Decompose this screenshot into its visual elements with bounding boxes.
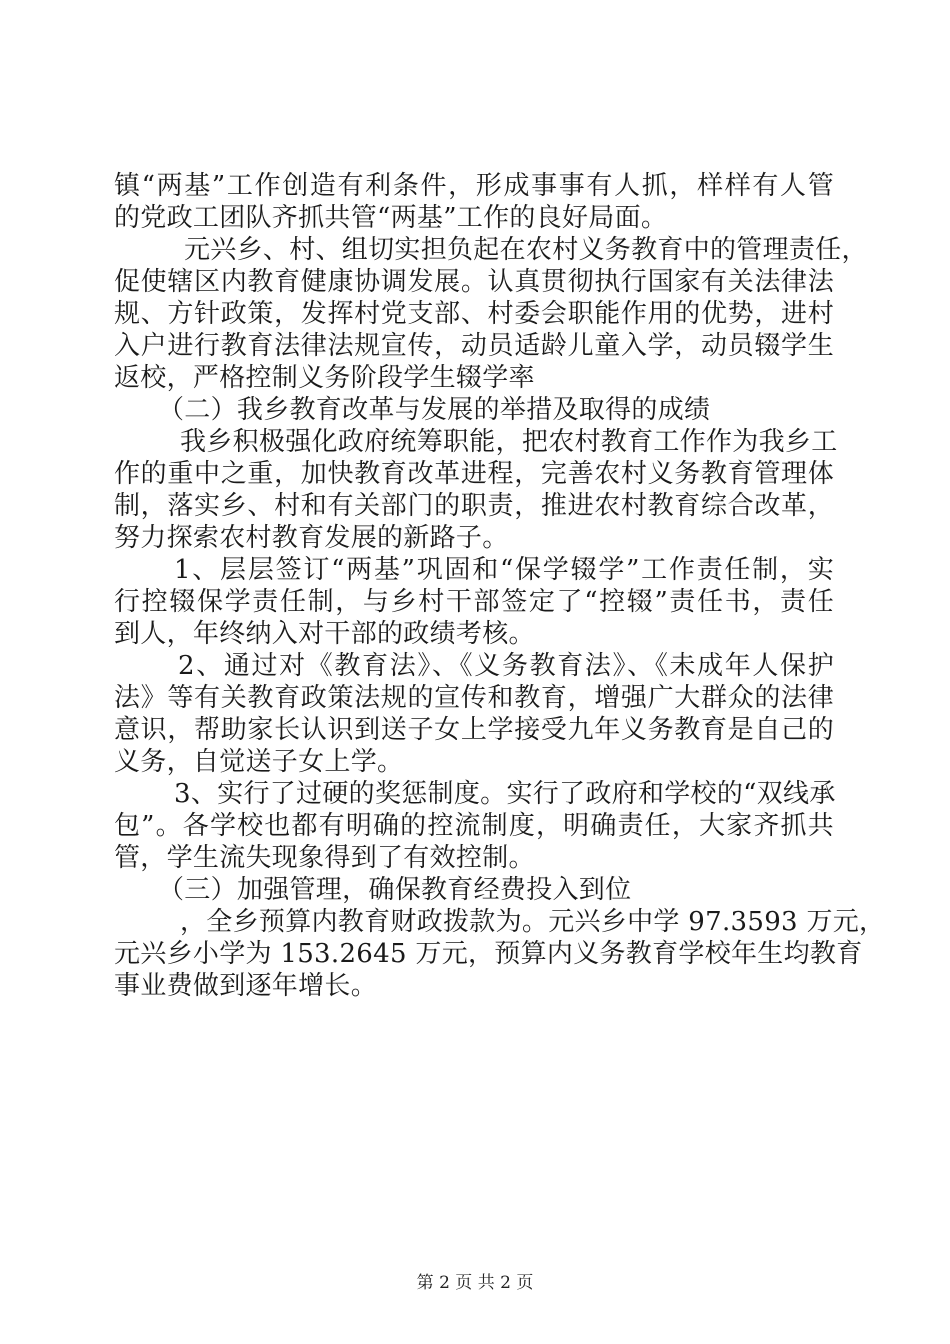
text-line: （二）我乡教育改革与发展的举措及取得的成绩 (158, 395, 711, 425)
text-line: 事业费做到逐年增长。 (114, 971, 378, 1001)
paragraph (114, 778, 834, 874)
text-line: 法》等有关教育政策法规的宣传和教育，增强广大群众的法律 (114, 683, 834, 713)
paragraph (114, 650, 834, 778)
paragraph (114, 554, 834, 650)
paragraph (114, 170, 834, 234)
section-heading (114, 394, 834, 426)
text-line: 的党政工团队齐抓共管“两基”工作的良好局面。 (114, 203, 668, 233)
text-line: 返校，严格控制义务阶段学生辍学率 (114, 363, 535, 393)
text-line: ，全乡预算内教育财政拨款为。元兴乡中学 97.3593 万元， (180, 907, 886, 937)
text-line: 到人，年终纳入对干部的政绩考核。 (114, 619, 535, 649)
text-line: 义务，自觉送子女上学。 (114, 747, 404, 777)
section-heading (114, 874, 834, 906)
text-line: （三）加强管理，确保教育经费投入到位 (158, 875, 632, 905)
page-number: 第 2 页 共 2 页 (416, 1273, 534, 1293)
document-body (114, 170, 886, 1002)
text-line: 镇“两基”工作创造有利条件，形成事事有人抓，样样有人管 (114, 171, 834, 201)
text-line: 3、实行了过硬的奖惩制度。实行了政府和学校的“双线承 (174, 779, 836, 809)
text-line: 包”。各学校也都有明确的控流制度，明确责任，大家齐抓共 (114, 811, 834, 841)
text-line: 管，学生流失现象得到了有效控制。 (114, 843, 535, 873)
text-line: 元兴乡小学为 153.2645 万元，预算内义务教育学校年生均教育 (114, 939, 863, 969)
text-line: 制，落实乡、村和有关部门的职责，推进农村教育综合改革， (114, 491, 834, 521)
text-line: 意识，帮助家长认识到送子女上学接受九年义务教育是自己的 (114, 715, 834, 745)
paragraph (114, 906, 886, 1002)
paragraph (114, 426, 838, 554)
text-line: 行控辍保学责任制，与乡村干部签定了“控辍”责任书，责任 (114, 587, 834, 617)
text-line: 努力探索农村教育发展的新路子。 (114, 523, 509, 553)
text-line: 入户进行教育法律法规宣传，动员适龄儿童入学，动员辍学生 (114, 331, 834, 361)
text-line: 2、通过对《教育法》、《义务教育法》、《未成年人保护 (178, 651, 834, 681)
page-footer (0, 1272, 950, 1294)
text-line: 元兴乡、村、组切实担负起在农村义务教育中的管理责任， (184, 235, 868, 265)
text-line: 规、方针政策，发挥村党支部、村委会职能作用的优势，进村 (114, 299, 834, 329)
text-line: 促使辖区内教育健康协调发展。认真贯彻执行国家有关法律法 (114, 267, 834, 297)
text-line: 1、层层签订“两基”巩固和“保学辍学”工作责任制，实 (174, 555, 834, 585)
text-line: 我乡积极强化政府统筹职能，把农村教育工作作为我乡工 (180, 427, 838, 457)
text-line: 作的重中之重，加快教育改革进程，完善农村义务教育管理体 (114, 459, 834, 489)
paragraph (114, 234, 868, 394)
